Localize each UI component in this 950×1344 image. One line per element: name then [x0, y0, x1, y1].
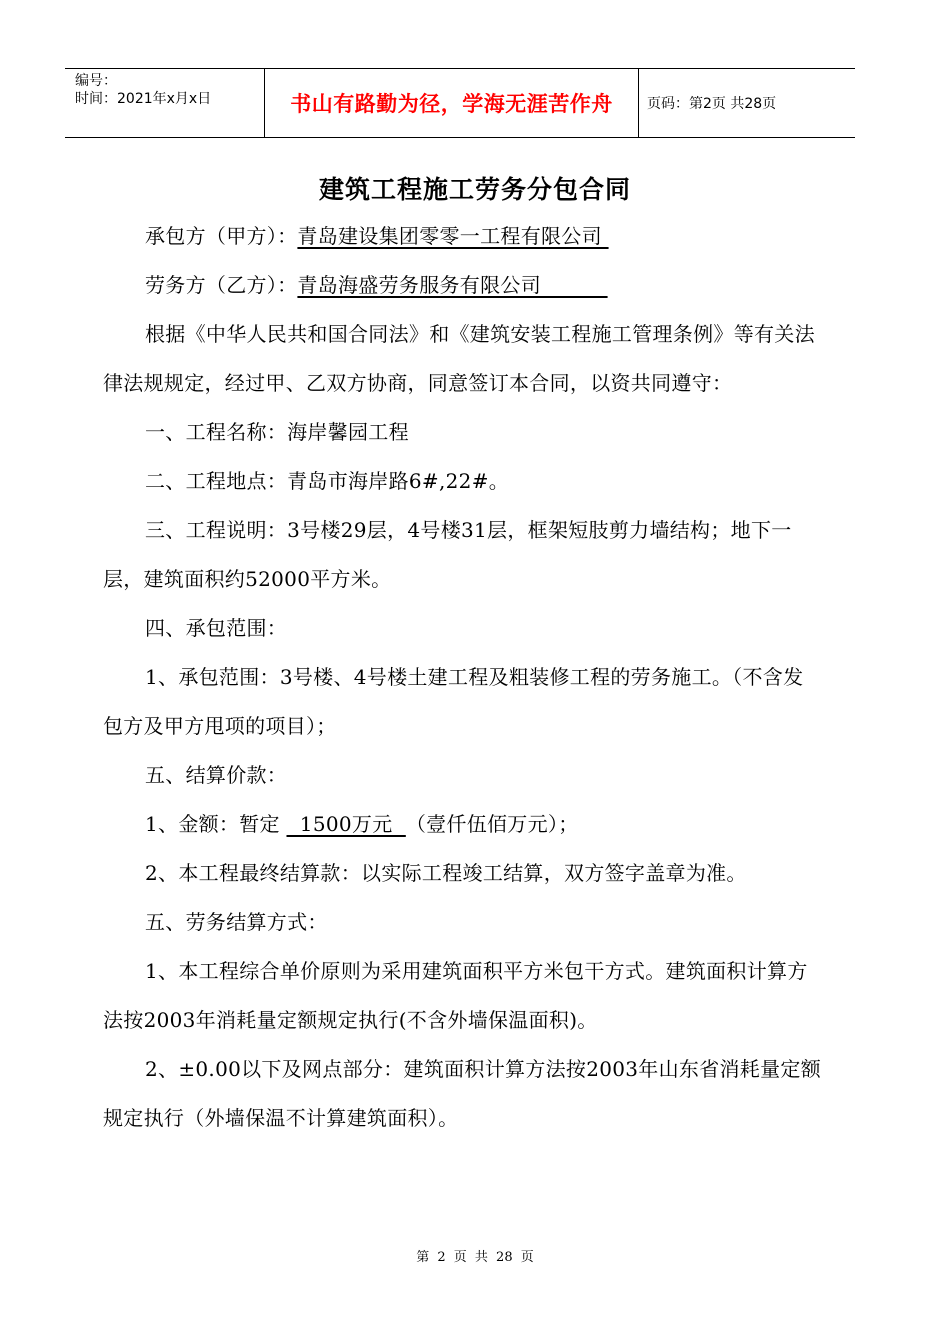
- document-title: 建筑工程施工劳务分包合同: [318, 175, 631, 204]
- party-a-label: 承包方（甲方）：: [145, 224, 298, 248]
- header-page-info: 页码：第2页 共28页: [647, 96, 777, 112]
- party-b-name: 青岛海盛劳务服务有限公司: [297, 273, 608, 297]
- header-motto: 书山有路勤为径，学海无涯苦作舟: [265, 69, 639, 137]
- section-settlement-item-2: 2、±0.00以下及网点部分：建筑面积计算方法按2003年山东省消耗量定额规定执行（外墙保温不计算建筑面积）。: [103, 1057, 822, 1130]
- page-header: [65, 68, 855, 138]
- page-footer: 第 2 页 共 28 页: [416, 1250, 534, 1265]
- section-settlement-item-1: 1、本工程综合单价原则为采用建筑面积平方米包干方式。建筑面积计算方法按2003年消耗量定额规定执行(不含外墙保温面积)。: [103, 959, 808, 1032]
- document-number-label: 编号：: [75, 73, 117, 89]
- document-time: 时间：2021年x月x日: [75, 91, 212, 107]
- party-b-line: [103, 261, 821, 310]
- party-b-label: 劳务方（乙方）：: [145, 273, 298, 297]
- section-settlement-heading: 五、劳务结算方式：: [145, 910, 328, 934]
- amount-prefix: 1、金额：暂定: [145, 812, 287, 836]
- section-price-heading: 五、结算价款：: [145, 763, 288, 787]
- section-project-location: 二、工程地点：青岛市海岸路6#,22#。: [145, 469, 510, 493]
- intro-paragraph: 根据《中华人民共和国合同法》和《建筑安装工程施工管理条例》等有关法律法规规定，经过甲、乙双方协商，同意签订本合同，以资共同遵守：: [103, 322, 815, 395]
- header-meta: [65, 69, 265, 137]
- amount-value: 1500万元: [286, 812, 406, 836]
- amount-in-words: （壹仟伍佰万元）；: [405, 812, 579, 836]
- document-body: [103, 212, 821, 1143]
- section-scope-item-1: 1、承包范围：3号楼、4号楼土建工程及粗装修工程的劳务施工。（不含发包方及甲方甩项的项目）；: [103, 665, 804, 738]
- section-price-item-2: 2、本工程最终结算款：以实际工程竣工结算，双方签字盖章为准。: [145, 861, 747, 885]
- section-project-description: 三、工程说明：3号楼29层，4号楼31层，框架短肢剪力墙结构；地下一层，建筑面积约52000平方米。: [103, 518, 792, 591]
- party-a-line: [103, 212, 821, 261]
- party-a-name: 青岛建设集团零零一工程有限公司: [297, 224, 609, 248]
- section-scope-heading: 四、承包范围：: [145, 616, 288, 640]
- section-price-amount-line: [103, 800, 821, 849]
- section-project-name: 一、工程名称：海岸馨园工程: [145, 420, 409, 444]
